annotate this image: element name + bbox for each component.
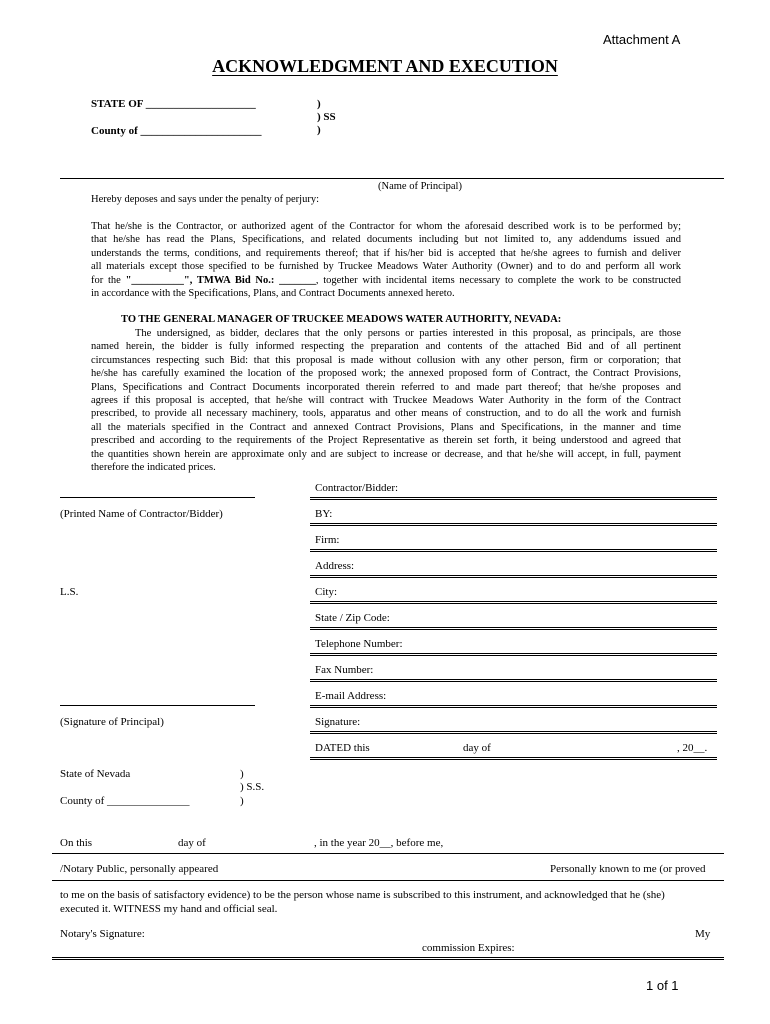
notary-public-label: /Notary Public, personally appeared: [60, 863, 219, 875]
ls-label: L.S.: [60, 586, 79, 598]
dated-year-label: , 20__.: [677, 742, 708, 754]
signature-line[interactable]: [310, 731, 717, 732]
by-line[interactable]: [310, 523, 717, 524]
notary-county-field[interactable]: County of _______________: [60, 795, 190, 807]
email-line[interactable]: [310, 705, 717, 706]
telephone-label: Telephone Number:: [315, 638, 403, 650]
in-the-year-label: , in the year 20__, before me,: [314, 837, 444, 849]
para2-line-5: Plans, Specifications and Contract Documents incorporated therein referred to and made part thereof; that he/she proposes and: [91, 381, 681, 393]
venue-ss: ) SS: [317, 111, 336, 123]
firm-line[interactable]: [310, 549, 717, 550]
notary-paren-3: ): [240, 795, 244, 807]
city-label: City:: [315, 586, 338, 598]
para2-line-9: prescribed and according to the requirements of the Project Representative as therein set forth, it being understood and agreed that: [91, 435, 681, 447]
para2-line-1: The undersigned, as bidder, declares that the only persons or parties interested in this proposal, as principals, are those: [135, 328, 681, 339]
fax-line[interactable]: [310, 679, 717, 680]
state-zip-label: State / Zip Code:: [315, 612, 390, 624]
city-line[interactable]: [310, 601, 717, 602]
commission-expires-label: commission Expires:: [422, 942, 515, 954]
para2-line-3: circumstances respecting such Bid: that this proposal is made without collusion with any other person, firm or corporation; that: [91, 354, 681, 366]
firm-label: Firm:: [315, 534, 340, 546]
para1-line-4: all materials except those specified to be furnished by Truckee Meadows Water Authority (Owner) and to do and perform all work: [91, 261, 681, 273]
personally-known-label: Personally known to me (or proved: [550, 863, 706, 875]
notary-ss: ) S.S.: [240, 781, 265, 793]
para1-line-2: that he/she has read the Plans, Specifications, and related documents including but not limited to, any addendums issued and: [91, 234, 681, 246]
contractor-bidder-line[interactable]: [310, 497, 717, 498]
para2-line-7: prescribed, to provide all necessary machinery, tools, apparatus and other means of construction, and to do all the work and furnish: [91, 408, 681, 420]
appeared-line[interactable]: [52, 880, 724, 881]
name-of-principal-label: (Name of Principal): [378, 181, 462, 192]
principal-signature-label: (Signature of Principal): [60, 716, 164, 728]
notary-state-label: State of Nevada: [60, 768, 131, 780]
bid-number-field[interactable]: "__________", TMWA Bid No.: _______: [125, 274, 316, 286]
state-field[interactable]: STATE OF ____________________: [91, 98, 256, 110]
contractor-paragraph: [91, 220, 681, 300]
para2-line-6: agrees if this proposal is accepted, that he/she will contract with Truckee Meadows Water Authority in the form of the Contract: [91, 395, 681, 407]
contractor-bidder-label: Contractor/Bidder:: [315, 482, 399, 494]
signature-label: Signature:: [315, 716, 361, 728]
venue-paren-3: ): [317, 124, 321, 136]
para2-line-2: named herein, the bidder is fully informed respecting the preparation and contents of the attached Bid and of all pertinent: [91, 341, 681, 353]
telephone-line[interactable]: [310, 653, 717, 654]
para1-line-last: in accordance with the Specifications, Plans, and Contract Documents annexed hereto.: [91, 288, 455, 300]
printed-name-label: (Printed Name of Contractor/Bidder): [60, 508, 223, 520]
address-label: Address:: [315, 560, 355, 572]
bid-post-text: , together with incidental items necessary to complete the work to be constructed: [315, 274, 681, 286]
notary-signature-label: Notary's Signature:: [60, 928, 145, 940]
attachment-label: Attachment A: [603, 32, 681, 47]
state-zip-line[interactable]: [310, 627, 717, 628]
para2-line-10: the quantities shown herein are approximate only and are subject to increase or decrease, and that he/she will accept, in full, payment: [91, 448, 681, 460]
dated-line[interactable]: [310, 757, 717, 758]
evidence-text-1: to me on the basis of satisfactory evidence) to be the person whose name is subscribed to this instrument, and acknowledged that he (she): [60, 889, 665, 901]
venue-paren-1: ): [317, 98, 321, 110]
principal-signature-line[interactable]: [60, 705, 255, 706]
notary-date-line[interactable]: [52, 853, 724, 854]
evidence-text-2: executed it. WITNESS my hand and official seal.: [60, 903, 278, 915]
document-title: ACKNOWLEDGMENT AND EXECUTION: [212, 56, 558, 76]
general-manager-heading: TO THE GENERAL MANAGER OF TRUCKEE MEADOWS WATER AUTHORITY, NEVADA:: [121, 314, 562, 325]
notary-signature-line[interactable]: [52, 957, 724, 958]
page-number: 1 of 1: [646, 978, 679, 993]
para1-line-bid: [91, 274, 681, 287]
fax-label: Fax Number:: [315, 664, 374, 676]
principal-name-line[interactable]: [60, 178, 724, 179]
bid-pre-text: for the: [91, 274, 126, 286]
dated-day-of-label: day of: [463, 742, 491, 754]
bidder-paragraph: [91, 327, 681, 474]
deposes-text: Hereby deposes and says under the penalty of perjury:: [91, 194, 320, 205]
para2-line-11: therefore the indicated prices.: [91, 462, 216, 474]
para1-line-1: That he/she is the Contractor, or authorized agent of the Contractor for whom the aforesaid described work is to be performed by;: [91, 221, 681, 232]
my-label: My: [695, 928, 711, 940]
notary-paren-1: ): [240, 768, 244, 780]
printed-name-line[interactable]: [60, 497, 255, 498]
dated-this-label: DATED this: [315, 742, 370, 754]
by-label: BY:: [315, 508, 333, 520]
on-this-label: On this: [60, 837, 93, 849]
para2-line-8: all the materials specified in the Contract and annexed Contract Provisions, Plans and Specifications, in the manner and time: [91, 421, 681, 433]
county-field[interactable]: County of ______________________: [91, 125, 262, 137]
address-line[interactable]: [310, 575, 717, 576]
para2-line-4: he/she has carefully examined the location of the proposed work; the annexed proposed form of Contract, the Contract Provisions,: [91, 368, 681, 380]
para1-line-3: understands the terms, conditions, and requirements thereof; that if his/her bid is accepted that he/she agrees to furnish and deliver: [91, 247, 681, 259]
notary-day-of-label: day of: [178, 837, 206, 849]
email-label: E-mail Address:: [315, 690, 387, 702]
